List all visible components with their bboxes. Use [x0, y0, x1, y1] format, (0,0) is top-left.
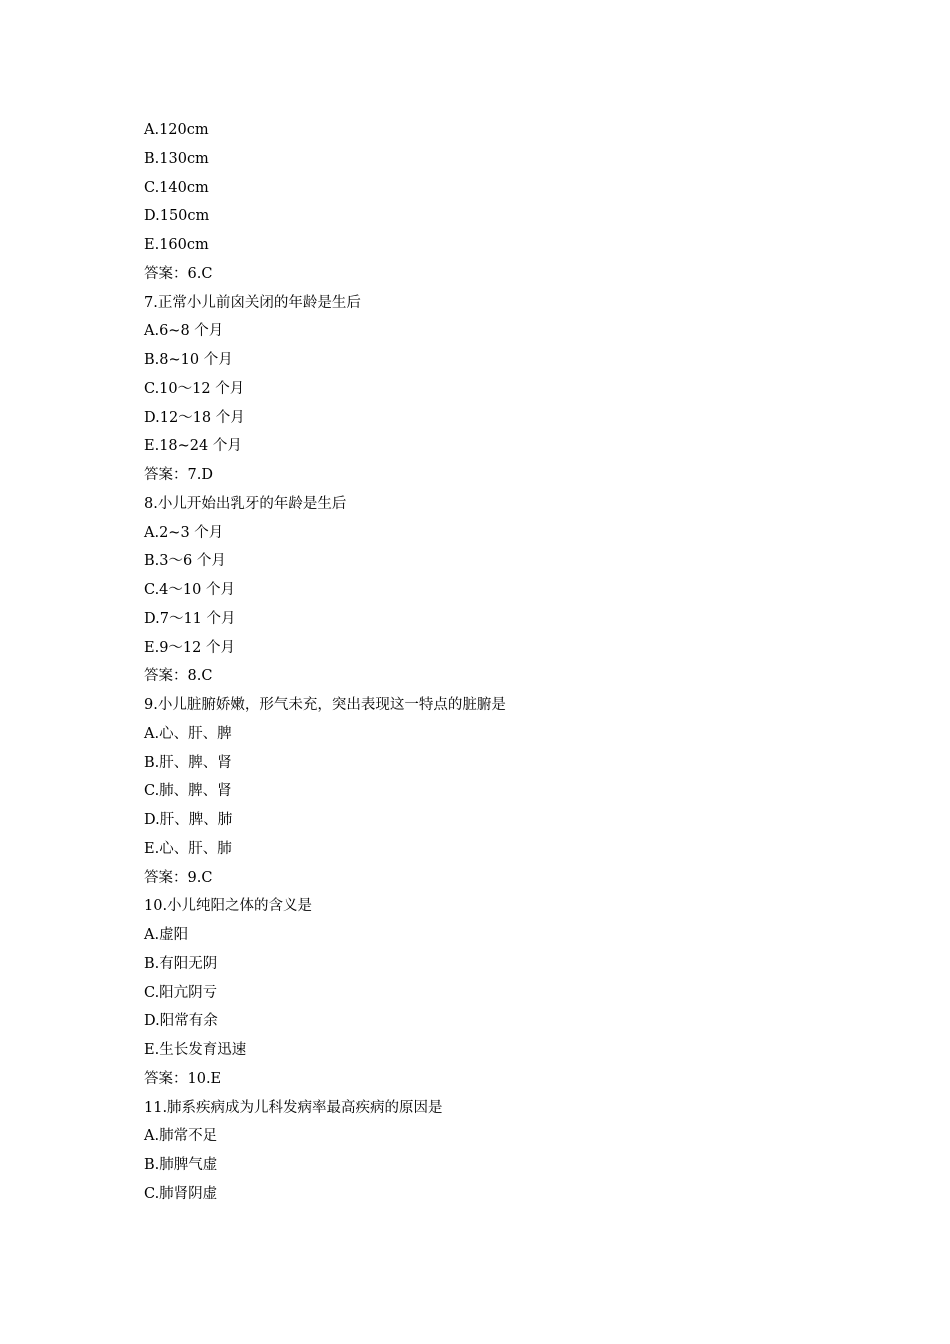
answer-key: 答案：8.C [144, 668, 213, 685]
answer-option: E.18~24 个月 [144, 438, 242, 455]
answer-option: D.12～18 个月 [144, 409, 245, 426]
answer-option: B.有阳无阴 [144, 955, 218, 972]
question-text: 10.小儿纯阳之体的含义是 [144, 898, 313, 915]
answer-option: B.3～6 个月 [144, 553, 226, 570]
answer-option: C.肺肾阴虚 [144, 1185, 218, 1202]
answer-option: D.7～11 个月 [144, 610, 236, 627]
answer-option: B.肝、脾、肾 [144, 754, 232, 771]
answer-option: B.肺脾气虚 [144, 1157, 218, 1173]
answer-option: E.心、肝、肺 [144, 840, 232, 857]
answer-option: D.阳常有余 [144, 1013, 218, 1030]
answer-option: E.160cm [144, 237, 209, 253]
answer-option: A.肺常不足 [144, 1128, 218, 1145]
answer-option: C.阳亢阴亏 [144, 984, 218, 1001]
answer-key: 答案：7.D [144, 467, 213, 483]
answer-option: D.150cm [144, 208, 210, 225]
answer-option: C.4～10 个月 [144, 582, 235, 598]
answer-option: E.9～12 个月 [144, 639, 235, 656]
document-body [144, 120, 864, 1213]
question-text: 8.小儿开始出乳牙的年龄是生后 [144, 495, 347, 512]
answer-option: A.虚阳 [144, 927, 189, 943]
answer-option: A.6~8 个月 [144, 323, 224, 340]
answer-key: 答案：6.C [144, 265, 213, 282]
answer-key: 答案：10.E [144, 1070, 222, 1087]
answer-option: E.生长发育迅速 [144, 1042, 247, 1058]
answer-option: B.8~10 个月 [144, 352, 233, 368]
question-text: 7.正常小儿前囟关闭的年龄是生后 [144, 294, 361, 311]
answer-option: C.140cm [144, 179, 209, 196]
answer-option: A.120cm [144, 122, 209, 138]
answer-key: 答案：9.C [144, 869, 213, 886]
answer-option: C.10～12 个月 [144, 380, 245, 397]
answer-option: B.130cm [144, 150, 209, 167]
answer-option: D.肝、脾、肺 [144, 812, 233, 828]
answer-option: C.肺、脾、肾 [144, 783, 232, 800]
question-text: 11.肺系疾病成为儿科发病率最高疾病的原因是 [144, 1099, 443, 1116]
answer-option: A.2~3 个月 [144, 524, 224, 541]
question-text: 9.小儿脏腑娇嫩，形气未充，突出表现这一特点的脏腑是 [144, 697, 506, 713]
answer-option: A.心、肝、脾 [144, 725, 232, 742]
